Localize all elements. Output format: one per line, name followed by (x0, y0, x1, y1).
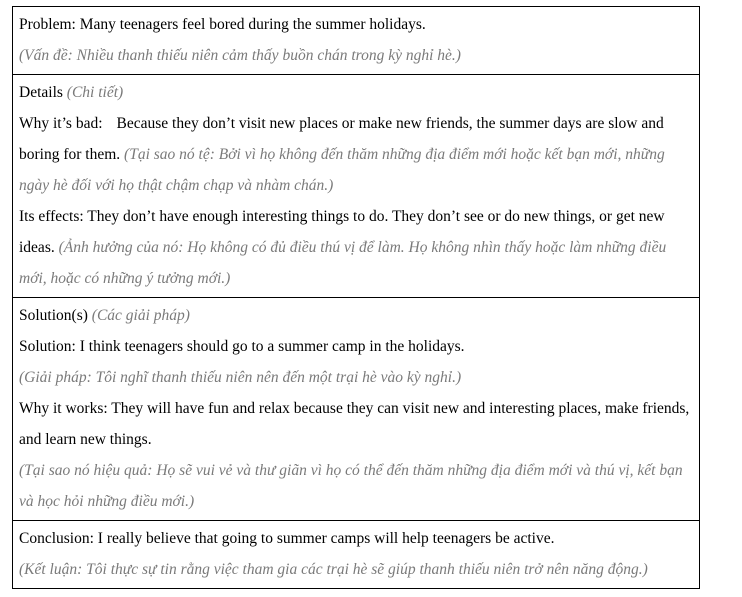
problem-translation: (Vấn đề: Nhiều thanh thiếu niên cảm thấy buồn chán trong kỳ nghỉ hè.) (19, 47, 461, 64)
why-bad-text: Because they don’t visit new places or make new friends, the summer days are slow and boring for them. (19, 115, 664, 163)
solution-text: Solution: I think teenagers should go to a summer camp in the holidays. (19, 338, 465, 355)
why-bad-label: Why it’s bad: (19, 115, 103, 132)
solutions-cell (13, 297, 699, 520)
effects-text: Its effects: They don’t have enough interesting things to do. They don’t see or do new things, or get new ideas. (19, 208, 665, 256)
outline-table (12, 6, 700, 589)
why-bad-translation: (Tại sao nó tệ: Bởi vì họ không đến thăm những địa điểm mới hoặc kết bạn mới, những ngày hè đối với họ thật chậm chạp và nhàm chán.) (19, 146, 665, 194)
details-heading-translation: (Chi tiết) (66, 84, 124, 101)
details-heading: Details (19, 84, 63, 101)
conclusion-cell (13, 520, 699, 588)
problem-cell (13, 7, 699, 74)
solution-translation: (Giải pháp: Tôi nghĩ thanh thiếu niên nên đến một trại hè vào kỳ nghỉ.) (19, 369, 462, 386)
why-bad-paragraph (19, 108, 693, 201)
solutions-heading: Solution(s) (19, 307, 88, 324)
details-heading-line (19, 77, 693, 108)
effects-translation: (Ảnh hưởng của nó: Họ không có đủ điều thú vị để làm. Họ không nhìn thấy hoặc làm những điều mới, hoặc có những ý tưởng mới.) (19, 239, 667, 287)
problem-text: Problem: Many teenagers feel bored during the summer holidays. (19, 16, 426, 33)
effects-paragraph (19, 201, 693, 294)
why-works-translation: (Tại sao nó hiệu quả: Họ sẽ vui vẻ và thư giãn vì họ có thể đến thăm những địa điểm mới và thú vị, kết bạn và học hỏi những điều mới.) (19, 462, 683, 510)
conclusion-translation: (Kết luận: Tôi thực sự tin rằng việc tham gia các trại hè sẽ giúp thanh thiếu niên trở nên năng động.) (19, 561, 648, 578)
details-cell (13, 74, 699, 297)
solutions-heading-line (19, 300, 693, 331)
conclusion-text: Conclusion: I really believe that going to summer camps will help teenagers be active. (19, 530, 555, 547)
why-works-text: Why it works: They will have fun and relax because they can visit new and interesting places, make friends, and learn new things. (19, 400, 690, 448)
solutions-heading-translation: (Các giải pháp) (91, 307, 190, 324)
